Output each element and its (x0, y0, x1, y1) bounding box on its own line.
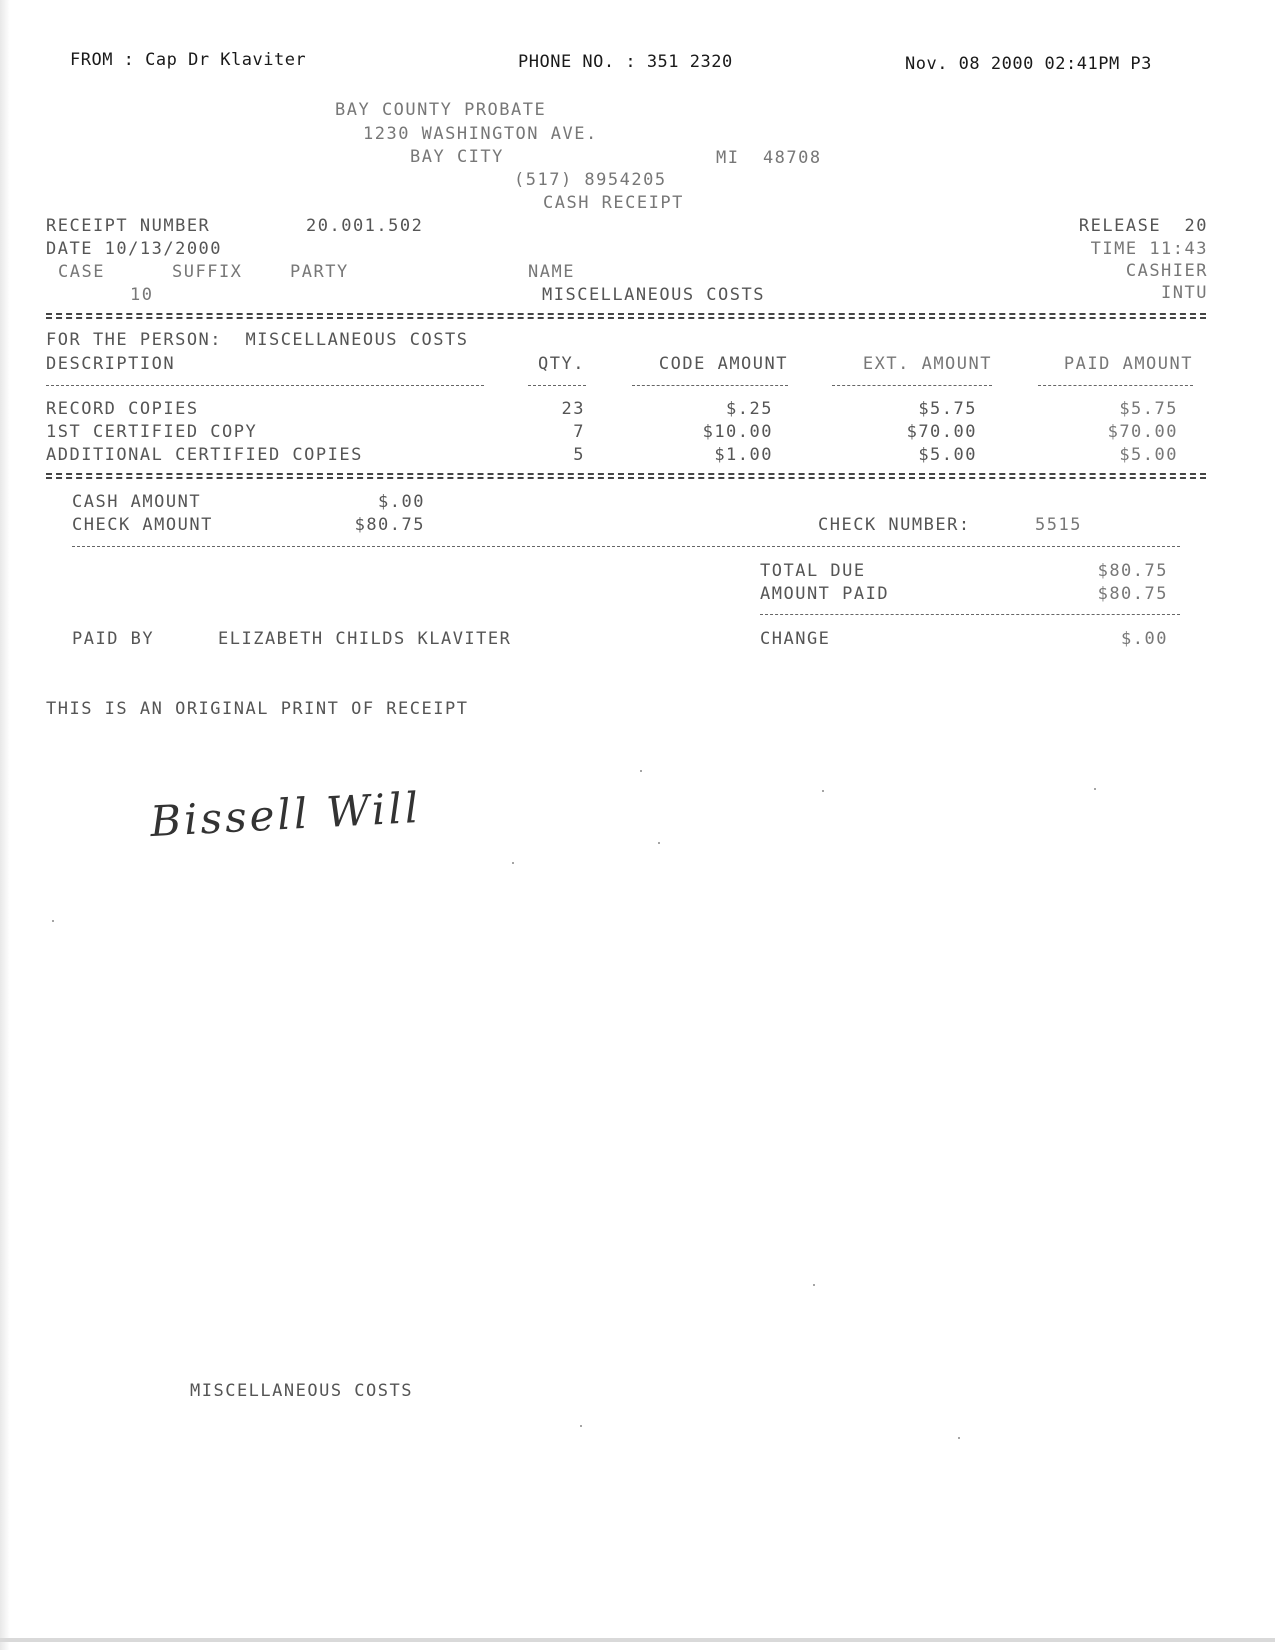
scan-speck (580, 1425, 582, 1427)
name-label: NAME (528, 262, 575, 282)
original-print-note: THIS IS AN ORIGINAL PRINT OF RECEIPT (46, 699, 469, 719)
receipt-number-label: RECEIPT NUMBER (46, 216, 211, 236)
column-description: DESCRIPTION (46, 354, 176, 374)
dashed-rule-totals (760, 614, 1180, 615)
paid-by-name: ELIZABETH CHILDS KLAVITER (218, 629, 512, 649)
scan-speck (658, 842, 660, 844)
case-label: CASE (58, 262, 105, 282)
line-item-description: RECORD COPIES (46, 399, 199, 419)
underline-qty (528, 385, 586, 386)
dashed-rule-payment (72, 546, 1180, 547)
line-item-code-amount: $.25 (726, 399, 773, 419)
scan-speck (52, 920, 54, 922)
paid-by-label: PAID BY (72, 629, 155, 649)
total-due-label: TOTAL DUE (760, 561, 866, 581)
name-value: MISCELLANEOUS COSTS (542, 285, 765, 305)
amount-paid-label: AMOUNT PAID (760, 584, 890, 604)
line-item-paid-amount: $5.75 (1119, 399, 1178, 419)
check-amount-label: CHECK AMOUNT (72, 515, 213, 535)
fax-from: FROM : Cap Dr Klaviter (70, 50, 307, 70)
release-number: RELEASE 20 (1078, 216, 1208, 236)
line-item-paid-amount: $5.00 (1119, 445, 1178, 465)
line-item-description: 1ST CERTIFIED COPY (46, 422, 258, 442)
footer-label: MISCELLANEOUS COSTS (190, 1381, 413, 1401)
line-item-code-amount: $1.00 (714, 445, 773, 465)
receipt-number: 20.001.502 (306, 216, 424, 236)
scan-bottom-edge (0, 1638, 1275, 1642)
underline-code-amount (632, 385, 788, 386)
line-item-ext-amount: $5.00 (918, 445, 977, 465)
line-item-ext-amount: $70.00 (906, 422, 977, 442)
line-item-paid-amount: $70.00 (1107, 422, 1178, 442)
check-number: 5515 (1035, 515, 1082, 535)
receipt-date: DATE 10/13/2000 (46, 239, 223, 259)
line-item-qty: 7 (573, 422, 585, 442)
scan-left-edge (0, 0, 10, 1650)
line-item-qty: 23 (561, 399, 585, 419)
scan-speck (640, 770, 642, 772)
double-rule-top (46, 313, 1206, 315)
cashier-id: INTU (1161, 283, 1208, 303)
for-the-person: FOR THE PERSON: MISCELLANEOUS COSTS (46, 330, 469, 350)
underline-description (46, 385, 484, 386)
cash-amount-value: $.00 (378, 492, 425, 512)
underline-ext-amount (832, 385, 992, 386)
check-number-label: CHECK NUMBER: (818, 515, 971, 535)
line-item-qty: 5 (573, 445, 585, 465)
office-city: BAY CITY (410, 147, 504, 167)
suffix-label: SUFFIX (172, 262, 243, 282)
double-rule-middle (46, 473, 1206, 475)
underline-paid-amount (1038, 385, 1193, 386)
change-value: $.00 (1121, 629, 1168, 649)
total-due-value: $80.75 (1097, 561, 1168, 581)
scan-speck (512, 862, 514, 864)
cash-amount-label: CASH AMOUNT (72, 492, 202, 512)
column-ext-amount: EXT. AMOUNT (862, 354, 992, 374)
column-paid-amount: PAID AMOUNT (1063, 354, 1193, 374)
fax-datetime: Nov. 08 2000 02:41PM P3 (905, 54, 1152, 74)
line-item-ext-amount: $5.75 (918, 399, 977, 419)
column-qty: QTY. (538, 354, 585, 374)
receipt-time: TIME 11:43 (1090, 239, 1208, 259)
column-code-amount: CODE AMOUNT (658, 354, 788, 374)
check-amount-value: $80.75 (354, 515, 425, 535)
scan-speck (813, 1284, 815, 1286)
amount-paid-value: $80.75 (1097, 584, 1168, 604)
document-type: CASH RECEIPT (543, 193, 684, 213)
scan-speck (1094, 788, 1096, 790)
case-value: 10 (130, 285, 154, 305)
change-label: CHANGE (760, 629, 831, 649)
line-item-code-amount: $10.00 (702, 422, 773, 442)
line-item-description: ADDITIONAL CERTIFIED COPIES (46, 445, 363, 465)
scan-speck (958, 1437, 960, 1439)
office-name: BAY COUNTY PROBATE (335, 100, 547, 120)
office-state-zip: MI 48708 (716, 148, 822, 168)
cashier-label: CASHIER (1125, 261, 1208, 281)
handwritten-note: Bissell Will (148, 782, 423, 847)
office-phone: (517) 8954205 (514, 170, 667, 190)
office-address: 1230 WASHINGTON AVE. (363, 124, 598, 144)
scan-speck (822, 790, 824, 792)
fax-phone: PHONE NO. : 351 2320 (518, 52, 733, 72)
party-label: PARTY (290, 262, 349, 282)
